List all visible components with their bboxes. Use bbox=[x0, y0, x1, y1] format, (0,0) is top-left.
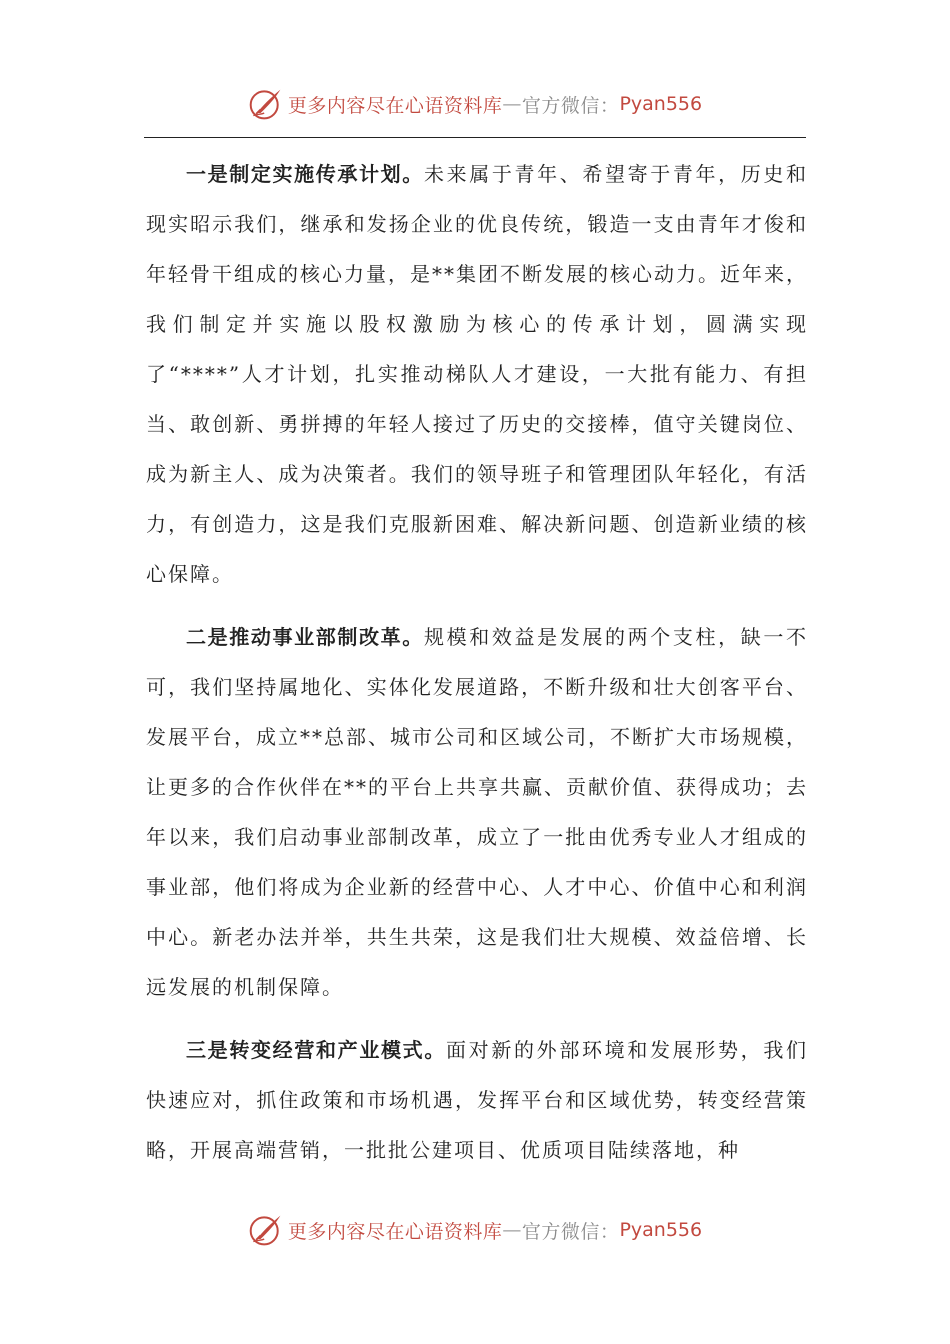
paragraph-3-body: 面对新的外部环境和发展形势，我们快速应对，抓住政策和市场机遇，发挥平台和区域优势，转变经营策略，开展高端营销，一批批公建项目、优质项目陆续落地，种 bbox=[146, 1038, 808, 1162]
watermark-label: 官方微信： bbox=[521, 1220, 620, 1243]
watermark-main-text: 更多内容尽在心语资料库 bbox=[287, 1220, 503, 1243]
header-watermark bbox=[0, 84, 950, 124]
paragraph-2 bbox=[146, 612, 808, 1012]
quill-logo-icon bbox=[248, 1212, 284, 1248]
document-body bbox=[146, 149, 808, 1188]
paragraph-1-body: 未来属于青年、希望寄于青年，历史和现实昭示我们，继承和发扬企业的优良传统，锻造一支由青年才俊和年轻骨干组成的核心力量，是**集团不断发展的核心动力。近年来，我们制定并实施以股权激励为核心的传承计划，圆满实现了“****”人才计划，扎实推动梯队人才建设，一大批有能力、有担当、敢创新、勇拼搏的年轻人接过了历史的交接棒，值守关键岗位、成为新主人、成为决策者。我们的领导班子和管理团队年轻化，有活力，有创造力，这是我们克服新困难、解决新问题、创造新业绩的核心保障。 bbox=[146, 162, 809, 586]
paragraph-1-lead: 一是制定实施传承计划。 bbox=[186, 162, 424, 186]
watermark-label: 官方微信： bbox=[521, 94, 620, 117]
watermark-dash: — bbox=[502, 93, 522, 115]
watermark-main-text: 更多内容尽在心语资料库 bbox=[287, 94, 503, 117]
watermark-wechat-id: Pyan556 bbox=[619, 93, 703, 115]
header-rule bbox=[144, 137, 806, 138]
watermark-dash: — bbox=[502, 1219, 522, 1241]
footer-watermark bbox=[0, 1210, 950, 1250]
paragraph-3-lead: 三是转变经营和产业模式。 bbox=[186, 1038, 446, 1062]
paragraph-2-body: 规模和效益是发展的两个支柱，缺一不可，我们坚持属地化、实体化发展道路，不断升级和壮大创客平台、发展平台，成立**总部、城市公司和区域公司，不断扩大市场规模，让更多的合作伙伴在**的平台上共享共赢、贡献价值、获得成功；去年以来，我们启动事业部制改革，成立了一批由优秀专业人才组成的事业部，他们将成为企业新的经营中心、人才中心、价值中心和利润中心。新老办法并举，共生共荣，这是我们壮大规模、效益倍增、长远发展的机制保障。 bbox=[146, 625, 809, 999]
paragraph-3 bbox=[146, 1025, 808, 1175]
paragraph-1 bbox=[146, 149, 808, 599]
quill-logo-icon bbox=[248, 86, 284, 122]
paragraph-2-lead: 二是推动事业部制改革。 bbox=[186, 625, 424, 649]
watermark-wechat-id: Pyan556 bbox=[619, 1219, 703, 1241]
